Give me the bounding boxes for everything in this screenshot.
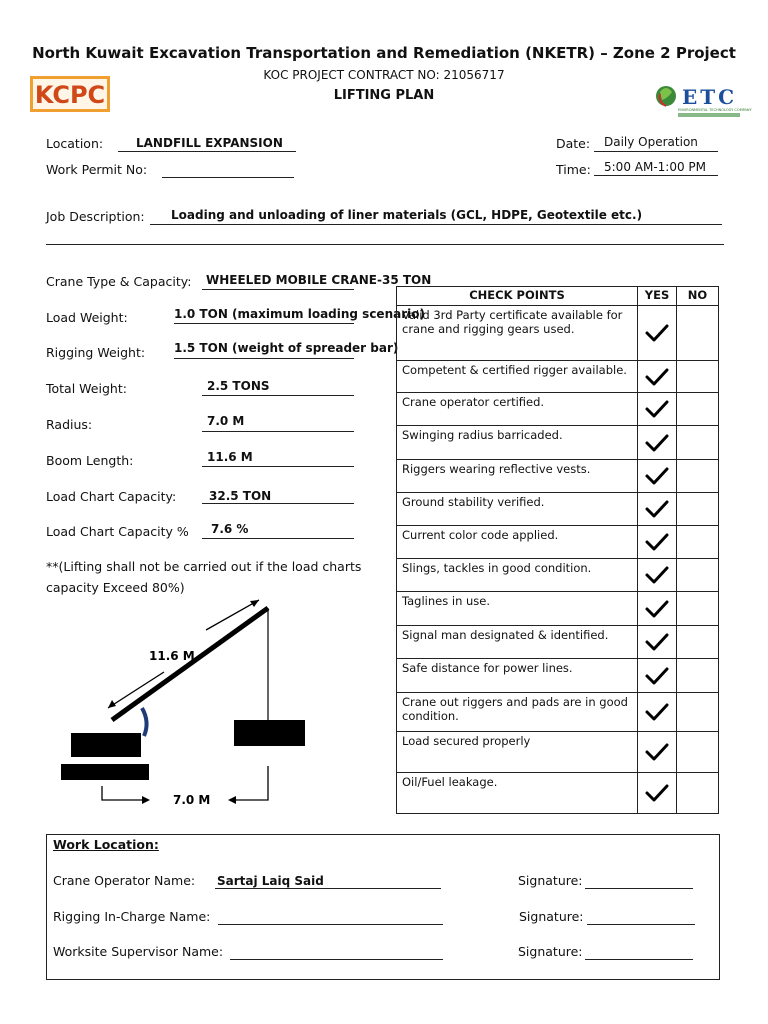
boom-length-dimension: 11.6 M [149, 649, 195, 663]
checkmark-icon [644, 433, 670, 453]
yes-cell [638, 592, 677, 626]
no-header: NO [677, 287, 719, 306]
no-cell [677, 426, 719, 460]
load-chart-capacity-label: Load Chart Capacity: [46, 489, 177, 504]
location-value: LANDFILL EXPANSION [136, 136, 283, 150]
yes-cell [638, 693, 677, 732]
boom-length-value: 11.6 M [207, 450, 253, 464]
check-point-text: Swinging radius barricaded. [397, 426, 638, 460]
crane-diagram [56, 590, 306, 820]
kcpc-logo [30, 76, 110, 112]
yes-cell [638, 732, 677, 773]
yes-cell [638, 460, 677, 493]
signature-label-3: Signature: [518, 944, 583, 959]
radius-underline [202, 431, 354, 432]
yes-header: YES [638, 287, 677, 306]
crane-type-value: WHEELED MOBILE CRANE-35 TON [206, 273, 432, 287]
date-underline [594, 151, 718, 152]
radius-value: 7.0 M [207, 414, 245, 428]
check-point-text: Signal man designated & identified. [397, 626, 638, 659]
checkmark-icon [644, 632, 670, 652]
no-cell [677, 626, 719, 659]
checkmark-icon [644, 323, 670, 343]
signature-line-3 [585, 959, 693, 960]
no-cell [677, 732, 719, 773]
work-permit-label: Work Permit No: [46, 162, 148, 177]
job-description-value: Loading and unloading of liner materials (GCL, HDPE, Geotextile etc.) [171, 208, 643, 222]
check-point-row [397, 460, 719, 493]
yes-cell [638, 426, 677, 460]
yes-cell [638, 493, 677, 526]
no-cell [677, 659, 719, 693]
checkmark-icon [644, 742, 670, 762]
load-chart-capacity-value: 32.5 TON [209, 489, 272, 503]
yes-cell [638, 626, 677, 659]
lifting-note-line-2: capacity Exceed 80%) [46, 580, 185, 595]
signature-label-1: Signature: [518, 873, 583, 888]
job-description-underline [150, 224, 722, 225]
check-point-text: Riggers wearing reflective vests. [397, 460, 638, 493]
radius-label: Radius: [46, 417, 93, 432]
time-label: Time: [556, 162, 591, 177]
rigging-weight-underline [174, 358, 354, 359]
check-point-row [397, 732, 719, 773]
load-weight-label: Load Weight: [46, 310, 128, 325]
check-point-row [397, 426, 719, 460]
load-chart-percent-value: 7.6 % [211, 522, 249, 536]
svg-text:KCPC: KCPC [34, 81, 106, 109]
load-block [234, 720, 305, 746]
total-weight-value: 2.5 TONS [207, 379, 270, 393]
check-point-text: Valid 3rd Party certificate available for crane and rigging gears used. [397, 306, 638, 361]
rigging-weight-label: Rigging Weight: [46, 345, 146, 360]
checkmark-icon [644, 532, 670, 552]
crane-type-underline [202, 289, 354, 290]
load-chart-capacity-underline [202, 503, 354, 504]
check-point-text: Load secured properly [397, 732, 638, 773]
yes-cell [638, 773, 677, 814]
check-point-text: Crane operator certified. [397, 393, 638, 426]
worksite-supervisor-underline [230, 959, 443, 960]
work-permit-underline [162, 177, 294, 178]
check-point-text: Ground stability verified. [397, 493, 638, 526]
yes-cell [638, 526, 677, 559]
job-description-underline-2 [46, 244, 724, 245]
rigging-in-charge-label: Rigging In-Charge Name: [53, 909, 211, 924]
rigging-weight-value: 1.5 TON (weight of spreader bar) [174, 341, 399, 355]
time-underline [594, 175, 718, 176]
radius-arrow-left [102, 786, 146, 800]
crane-boom [112, 608, 268, 720]
no-cell [677, 592, 719, 626]
load-weight-value: 1.0 TON (maximum loading scenario) [174, 307, 425, 321]
crane-carrier [61, 764, 149, 780]
signature-label-2: Signature: [519, 909, 584, 924]
check-point-text: Slings, tackles in good condition. [397, 559, 638, 592]
check-point-text: Taglines in use. [397, 592, 638, 626]
load-weight-underline [174, 323, 354, 324]
crane-operator-underline [215, 888, 441, 889]
checkmark-icon [644, 666, 670, 686]
work-location-box [46, 834, 720, 980]
checkmark-icon [644, 499, 670, 519]
no-cell [677, 773, 719, 814]
no-cell [677, 393, 719, 426]
check-point-text: Competent & certified rigger available. [397, 361, 638, 393]
radius-arrow-right [232, 766, 268, 800]
crane-operator-value: Sartaj Laiq Said [217, 874, 324, 888]
crane-operator-label: Crane Operator Name: [53, 873, 196, 888]
signature-line-2 [587, 924, 695, 925]
job-description-label: Job Description: [46, 209, 145, 224]
worksite-supervisor-label: Worksite Supervisor Name: [53, 944, 224, 959]
date-value: Daily Operation [604, 135, 698, 149]
contract-number: KOC PROJECT CONTRACT NO: 21056717 [263, 68, 505, 82]
time-value: 5:00 AM-1:00 PM [604, 160, 707, 174]
no-cell [677, 493, 719, 526]
radius-arrowhead-left [142, 796, 150, 804]
yes-cell [638, 361, 677, 393]
svg-text:ENVIRONMENTAL TECHNOLOGY COMPA: ENVIRONMENTAL TECHNOLOGY COMPANY [678, 108, 752, 112]
yes-cell [638, 306, 677, 361]
check-point-row [397, 306, 719, 361]
boom-arrowhead-upper [250, 600, 259, 607]
no-cell [677, 361, 719, 393]
checkmark-icon [644, 399, 670, 419]
boom-cylinder [142, 708, 147, 736]
boom-length-underline [202, 466, 354, 467]
etc-logo [654, 80, 752, 120]
yes-cell [638, 659, 677, 693]
no-cell [677, 526, 719, 559]
total-weight-label: Total Weight: [46, 381, 127, 396]
lifting-note-line-1: **(Lifting shall not be carried out if the load charts [46, 559, 362, 574]
plan-title: LIFTING PLAN [333, 88, 435, 103]
check-points-header: CHECK POINTS [397, 287, 638, 306]
yes-cell [638, 393, 677, 426]
check-point-row [397, 659, 719, 693]
check-point-row [397, 361, 719, 393]
check-point-text: Safe distance for power lines. [397, 659, 638, 693]
rigging-in-charge-underline [218, 924, 443, 925]
checkmark-icon [644, 565, 670, 585]
check-point-row [397, 626, 719, 659]
radius-arrowhead-right [228, 796, 236, 804]
no-cell [677, 693, 719, 732]
check-point-row [397, 592, 719, 626]
check-point-row [397, 493, 719, 526]
check-point-text: Current color code applied. [397, 526, 638, 559]
work-location-title: Work Location: [53, 837, 159, 852]
boom-arrow-upper [206, 600, 259, 630]
checkmark-icon [644, 702, 670, 722]
no-cell [677, 460, 719, 493]
check-point-row [397, 773, 719, 814]
checkmark-icon [644, 783, 670, 803]
signature-line-1 [585, 888, 693, 889]
crane-type-label: Crane Type & Capacity: [46, 274, 192, 289]
check-point-row [397, 559, 719, 592]
document-title: North Kuwait Excavation Transportation and Remediation (NKETR) – Zone 2 Project [32, 44, 736, 62]
svg-text:ETC: ETC [682, 85, 738, 109]
check-points-table [396, 286, 719, 814]
check-point-row [397, 526, 719, 559]
check-points-header-row [397, 287, 719, 306]
check-point-row [397, 393, 719, 426]
location-label: Location: [46, 136, 104, 151]
total-weight-underline [202, 395, 354, 396]
load-chart-percent-underline [202, 538, 354, 539]
location-underline [118, 151, 296, 152]
radius-dimension: 7.0 M [173, 793, 211, 807]
check-point-text: Crane out riggers and pads are in good condition. [397, 693, 638, 732]
crane-cab [71, 733, 141, 757]
no-cell [677, 306, 719, 361]
load-chart-percent-label: Load Chart Capacity % [46, 524, 189, 539]
date-label: Date: [556, 136, 591, 151]
checkmark-icon [644, 466, 670, 486]
boom-length-label: Boom Length: [46, 453, 134, 468]
checkmark-icon [644, 367, 670, 387]
checkmark-icon [644, 599, 670, 619]
check-point-text: Oil/Fuel leakage. [397, 773, 638, 814]
yes-cell [638, 559, 677, 592]
check-point-row [397, 693, 719, 732]
no-cell [677, 559, 719, 592]
